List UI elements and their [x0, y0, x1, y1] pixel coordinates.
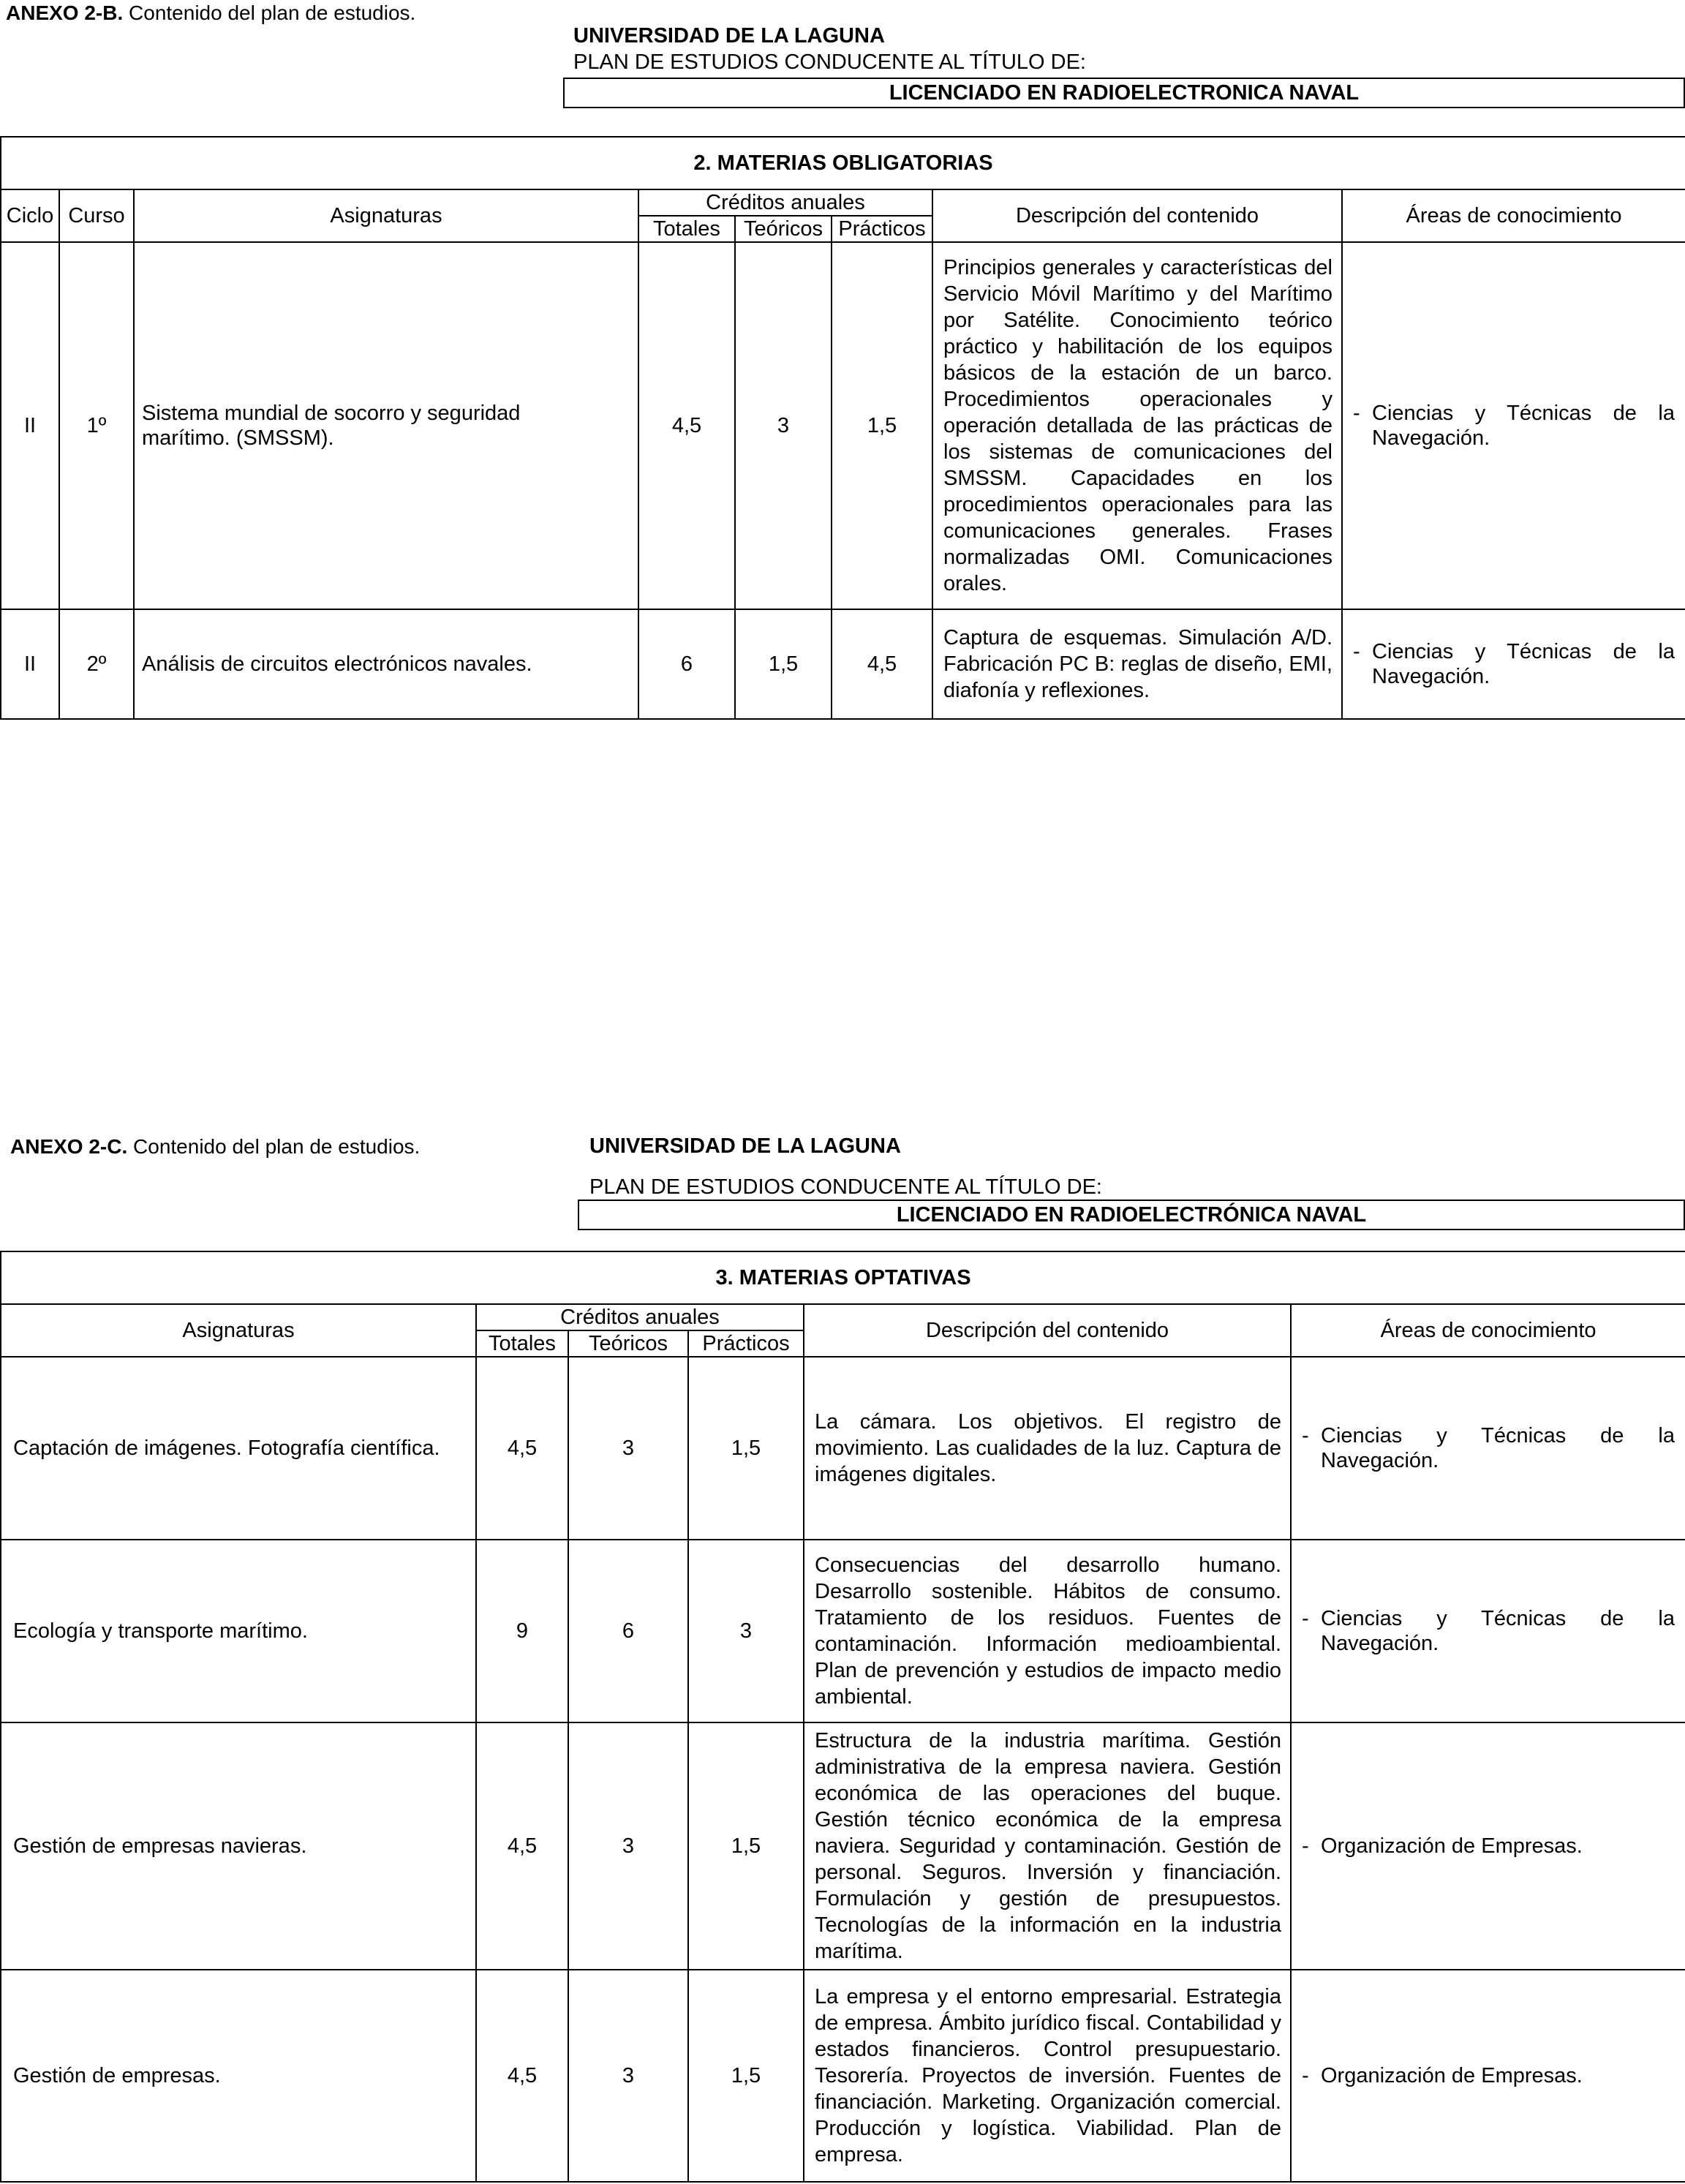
header-areas: Áreas de conocimiento: [1291, 1304, 1685, 1357]
table-row: [1, 1540, 1685, 1722]
annex-b-label-text: Contenido del plan de estudios.: [123, 1, 416, 24]
annex-c-section-title: 3. MATERIAS OPTATIVAS: [1, 1251, 1685, 1304]
cell-area: [1291, 1970, 1685, 2182]
area-dash: -: [1302, 1424, 1309, 1447]
header-descripcion: Descripción del contenido: [932, 189, 1342, 242]
cell-area: [1291, 1540, 1685, 1722]
area-dash: -: [1302, 1834, 1309, 1858]
header-asignaturas: Asignaturas: [134, 189, 638, 242]
area-text: Organización de Empresas.: [1321, 1834, 1583, 1858]
cell-descripcion: La empresa y el entorno empresarial. Estrategia de empresa. Ámbito jurídico fiscal. Contabilidad y estados financieros. Control presupuestario. Tesorería. Proyectos de inversión. Fuentes de financiación. Marketing. Organización comercial. Producción y logística. Viabilidad. Plan de empresa.: [804, 1970, 1291, 2182]
area-text: Ciencias y Técnicas de la Navegación.: [1321, 1424, 1675, 1472]
cell-asignatura: Análisis de circuitos electrónicos navales.: [134, 609, 638, 719]
header-ciclo: Ciclo: [1, 189, 59, 242]
annex-b-table: [0, 136, 1685, 720]
annex-b-degree: LICENCIADO EN RADIOELECTRONICA NAVAL: [563, 78, 1685, 108]
annex-c-university: UNIVERSIDAD DE LA LAGUNA: [589, 1134, 901, 1158]
cell-descripcion: La cámara. Los objetivos. El registro de movimiento. Las cualidades de la luz. Captura de imágenes digitales.: [804, 1357, 1291, 1540]
cell-area: [1291, 1357, 1685, 1540]
cell-teoricos: 6: [568, 1540, 688, 1722]
area-text: Ciencias y Técnicas de la Navegación.: [1372, 402, 1675, 450]
cell-practicos: 1,5: [688, 1722, 804, 1970]
annex-c-degree: LICENCIADO EN RADIOELECTRÓNICA NAVAL: [578, 1200, 1685, 1230]
annex-c-table: [0, 1251, 1685, 2183]
annex-b-university: UNIVERSIDAD DE LA LAGUNA: [573, 24, 885, 48]
header-areas: Áreas de conocimiento: [1342, 189, 1685, 242]
area-text: Ciencias y Técnicas de la Navegación.: [1372, 640, 1675, 688]
cell-asignatura: Ecología y transporte marítimo.: [1, 1540, 476, 1722]
cell-totales: 6: [638, 609, 735, 719]
annex-b-label: [6, 1, 415, 25]
cell-curso: 2º: [59, 609, 134, 719]
header-practicos: Prácticos: [832, 216, 932, 242]
cell-descripcion: Consecuencias del desarrollo humano. Desarrollo sostenible. Hábitos de consumo. Tratamiento de los residuos. Fuentes de contaminación. Información medioambiental. Plan de prevención y estudios de impacto medio ambiental.: [804, 1540, 1291, 1722]
area-dash: -: [1353, 402, 1360, 425]
cell-totales: 9: [476, 1540, 568, 1722]
header-asignaturas: Asignaturas: [1, 1304, 476, 1357]
annex-c-label-bold: ANEXO 2-C.: [10, 1135, 128, 1158]
cell-totales: 4,5: [476, 1357, 568, 1540]
annex-c-plan-line: PLAN DE ESTUDIOS CONDUCENTE AL TÍTULO DE:: [589, 1175, 1102, 1199]
annex-b-plan-line: PLAN DE ESTUDIOS CONDUCENTE AL TÍTULO DE:: [573, 50, 1086, 74]
cell-teoricos: 1,5: [735, 609, 832, 719]
table-row: [1, 1722, 1685, 1970]
header-teoricos: Teóricos: [568, 1330, 688, 1357]
cell-ciclo: II: [1, 609, 59, 719]
cell-area: [1342, 609, 1685, 719]
cell-area: [1291, 1722, 1685, 1970]
area-dash: -: [1353, 640, 1360, 663]
area-dash: -: [1302, 2064, 1309, 2087]
header-creditos: Créditos anuales: [476, 1304, 804, 1330]
cell-teoricos: 3: [568, 1357, 688, 1540]
area-text: Organización de Empresas.: [1321, 2064, 1583, 2087]
cell-totales: 4,5: [638, 242, 735, 609]
cell-curso: 1º: [59, 242, 134, 609]
header-descripcion: Descripción del contenido: [804, 1304, 1291, 1357]
area-dash: -: [1302, 1607, 1309, 1630]
cell-descripcion: Captura de esquemas. Simulación A/D. Fabricación PC B: reglas de diseño, EMI, diafonía y reflexiones.: [932, 609, 1342, 719]
cell-descripcion: Estructura de la industria marítima. Gestión administrativa de la empresa naviera. Gestión económica de las operaciones del buque. Gestión técnico económica de la empresa naviera. Seguridad y contaminación. Gestión de personal. Seguros. Inversión y financiación. Formulación y gestión de presupuestos. Tecnologías de la información en la industria marítima.: [804, 1722, 1291, 1970]
table-row: [1, 609, 1685, 719]
annex-b-label-bold: ANEXO 2-B.: [6, 1, 124, 24]
cell-practicos: 1,5: [832, 242, 932, 609]
header-creditos: Créditos anuales: [638, 189, 932, 216]
cell-teoricos: 3: [568, 1722, 688, 1970]
table-row: [1, 1970, 1685, 2182]
cell-practicos: 1,5: [688, 1357, 804, 1540]
cell-teoricos: 3: [735, 242, 832, 609]
table-row: [1, 242, 1685, 609]
cell-practicos: 4,5: [832, 609, 932, 719]
header-totales: Totales: [476, 1330, 568, 1357]
cell-asignatura: Gestión de empresas navieras.: [1, 1722, 476, 1970]
table-row: [1, 1357, 1685, 1540]
area-text: Ciencias y Técnicas de la Navegación.: [1321, 1607, 1675, 1655]
cell-asignatura: Gestión de empresas.: [1, 1970, 476, 2182]
header-totales: Totales: [638, 216, 735, 242]
cell-totales: 4,5: [476, 1722, 568, 1970]
annex-c-label-text: Contenido del plan de estudios.: [127, 1135, 421, 1158]
annex-b-section-title: 2. MATERIAS OBLIGATORIAS: [1, 137, 1685, 189]
annex-c-label: [10, 1135, 420, 1159]
header-teoricos: Teóricos: [735, 216, 832, 242]
cell-descripcion: Principios generales y características del Servicio Móvil Marítimo y del Marítimo por Satélite. Conocimiento teórico práctico y habilitación de los equipos básicos de la estación de un barco. Procedimientos operacionales y operación detallada de las prácticas de los sistemas de comunicaciones del SMSSM. Capacidades en los procedimientos operacionales para las comunicaciones generales. Frases normalizadas OMI. Comunicaciones orales.: [932, 242, 1342, 609]
cell-teoricos: 3: [568, 1970, 688, 2182]
cell-area: [1342, 242, 1685, 609]
header-practicos: Prácticos: [688, 1330, 804, 1357]
cell-asignatura: Sistema mundial de socorro y seguridad marítimo. (SMSSM).: [134, 242, 638, 609]
cell-practicos: 1,5: [688, 1970, 804, 2182]
cell-asignatura: Captación de imágenes. Fotografía científica.: [1, 1357, 476, 1540]
header-curso: Curso: [59, 189, 134, 242]
cell-practicos: 3: [688, 1540, 804, 1722]
cell-totales: 4,5: [476, 1970, 568, 2182]
cell-ciclo: II: [1, 242, 59, 609]
